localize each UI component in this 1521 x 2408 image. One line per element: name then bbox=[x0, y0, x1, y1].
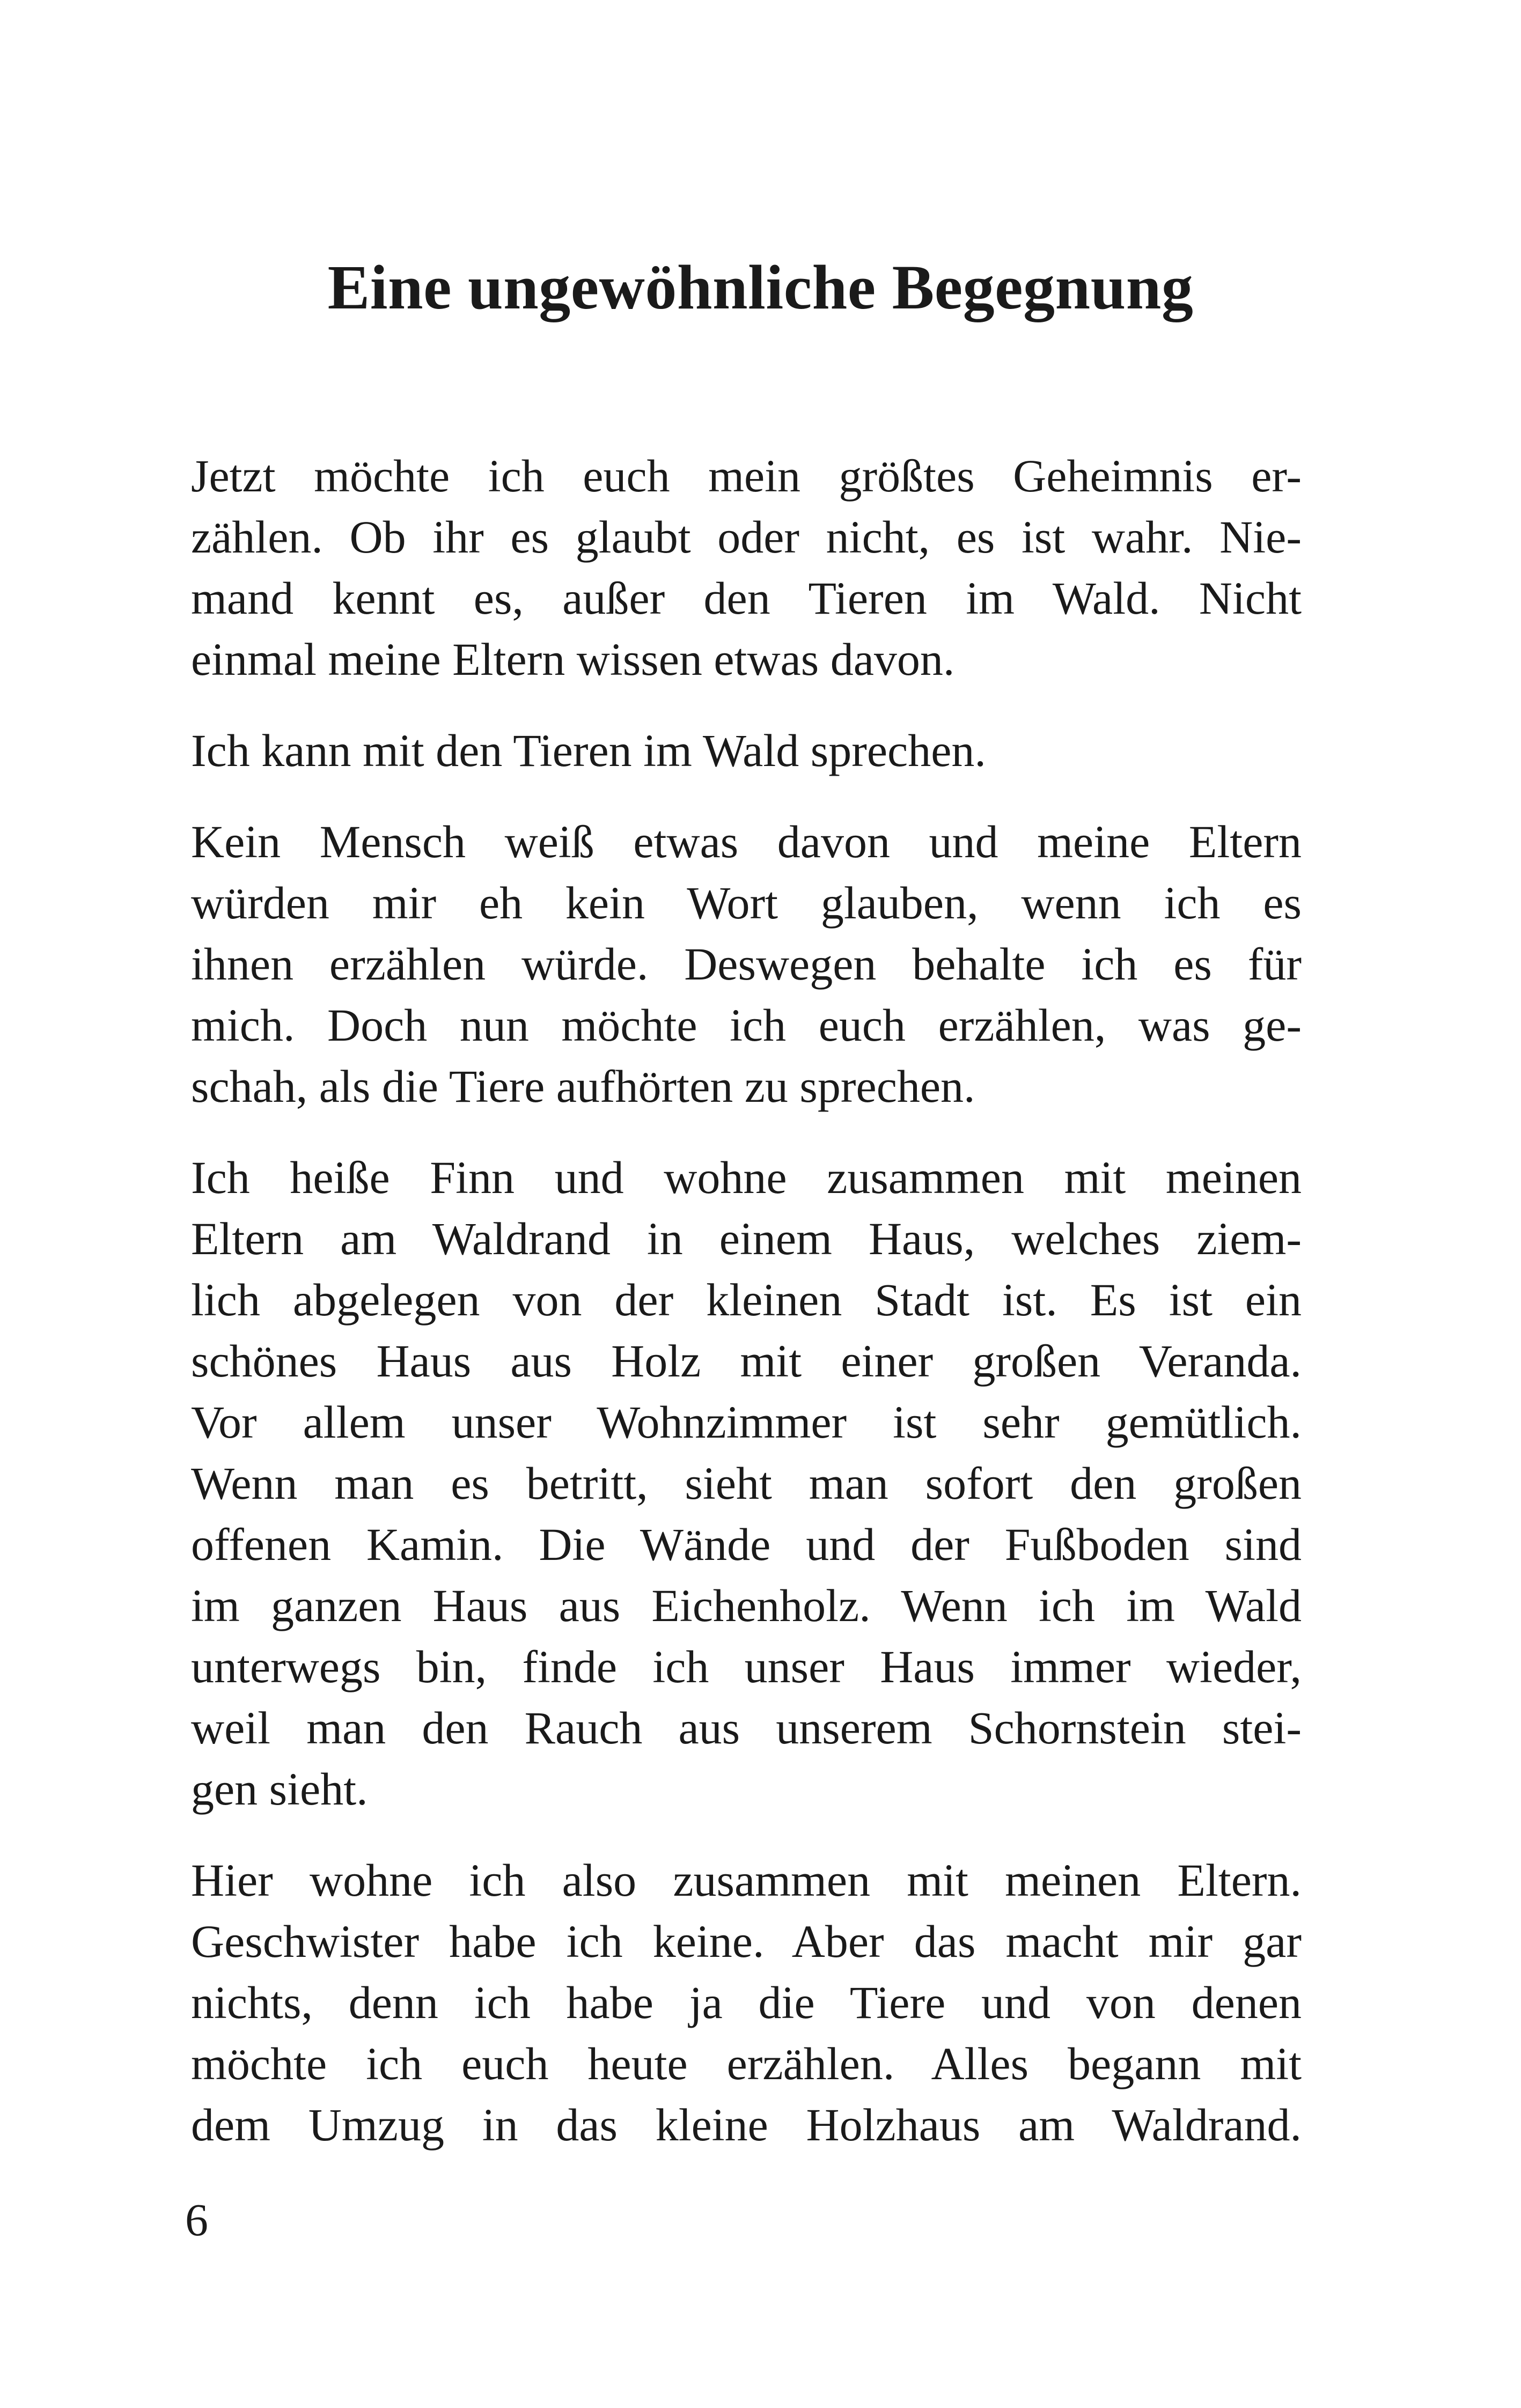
text-line: mich. Doch nun möchte ich euch erzählen, was ge- bbox=[191, 999, 1302, 1051]
text-line: lich abgelegen von der kleinen Stadt ist. Es ist ein bbox=[191, 1274, 1302, 1325]
text-line: Jetzt möchte ich euch mein größtes Geheimnis er- bbox=[191, 450, 1302, 502]
text-line: Eltern am Waldrand in einem Haus, welches ziem- bbox=[191, 1213, 1302, 1264]
text-line: dem Umzug in das kleine Holzhaus am Waldrand. bbox=[191, 2099, 1302, 2151]
text-line: offenen Kamin. Die Wände und der Fußboden sind bbox=[191, 1519, 1302, 1570]
paragraph bbox=[191, 720, 1302, 781]
page-number: 6 bbox=[185, 2194, 208, 2245]
text-line: nichts, denn ich habe ja die Tiere und von denen bbox=[191, 1977, 1302, 2028]
chapter-body bbox=[191, 445, 1302, 2185]
text-line: würden mir eh kein Wort glauben, wenn ich es bbox=[191, 877, 1302, 929]
text-line: Wenn man es betritt, sieht man sofort den großen bbox=[191, 1457, 1302, 1509]
text-line: Geschwister habe ich keine. Aber das macht mir gar bbox=[191, 1916, 1302, 1967]
paragraph bbox=[191, 811, 1302, 1117]
chapter-title: Eine ungewöhnliche Begegnung bbox=[327, 252, 1194, 322]
text-line: weil man den Rauch aus unserem Schornstein stei- bbox=[191, 1702, 1302, 1754]
text-line: gen sieht. bbox=[191, 1763, 368, 1815]
text-line: ihnen erzählen würde. Deswegen behalte ich es für bbox=[191, 938, 1302, 990]
text-line: zählen. Ob ihr es glaubt oder nicht, es ist wahr. Nie- bbox=[191, 511, 1302, 563]
text-line: Ich kann mit den Tieren im Wald sprechen. bbox=[191, 725, 986, 776]
paragraph bbox=[191, 1850, 1302, 2155]
paragraph bbox=[191, 445, 1302, 690]
text-line: schah, als die Tiere aufhörten zu sprechen. bbox=[191, 1061, 975, 1112]
text-line: einmal meine Eltern wissen etwas davon. bbox=[191, 634, 955, 685]
text-line: Kein Mensch weiß etwas davon und meine Eltern bbox=[191, 816, 1302, 867]
text-line: Vor allem unser Wohnzimmer ist sehr gemütlich. bbox=[191, 1396, 1302, 1448]
text-line: Ich heiße Finn und wohne zusammen mit meinen bbox=[191, 1152, 1302, 1203]
text-line: unterwegs bin, finde ich unser Haus immer wieder, bbox=[191, 1641, 1302, 1692]
text-line: im ganzen Haus aus Eichenholz. Wenn ich im Wald bbox=[191, 1580, 1302, 1631]
text-line: Hier wohne ich also zusammen mit meinen Eltern. bbox=[191, 1854, 1302, 1906]
text-line: mand kennt es, außer den Tieren im Wald. Nicht bbox=[191, 572, 1302, 624]
text-line: schönes Haus aus Holz mit einer großen Veranda. bbox=[191, 1335, 1302, 1387]
text-line: möchte ich euch heute erzählen. Alles begann mit bbox=[191, 2038, 1302, 2089]
paragraph bbox=[191, 1147, 1302, 1820]
